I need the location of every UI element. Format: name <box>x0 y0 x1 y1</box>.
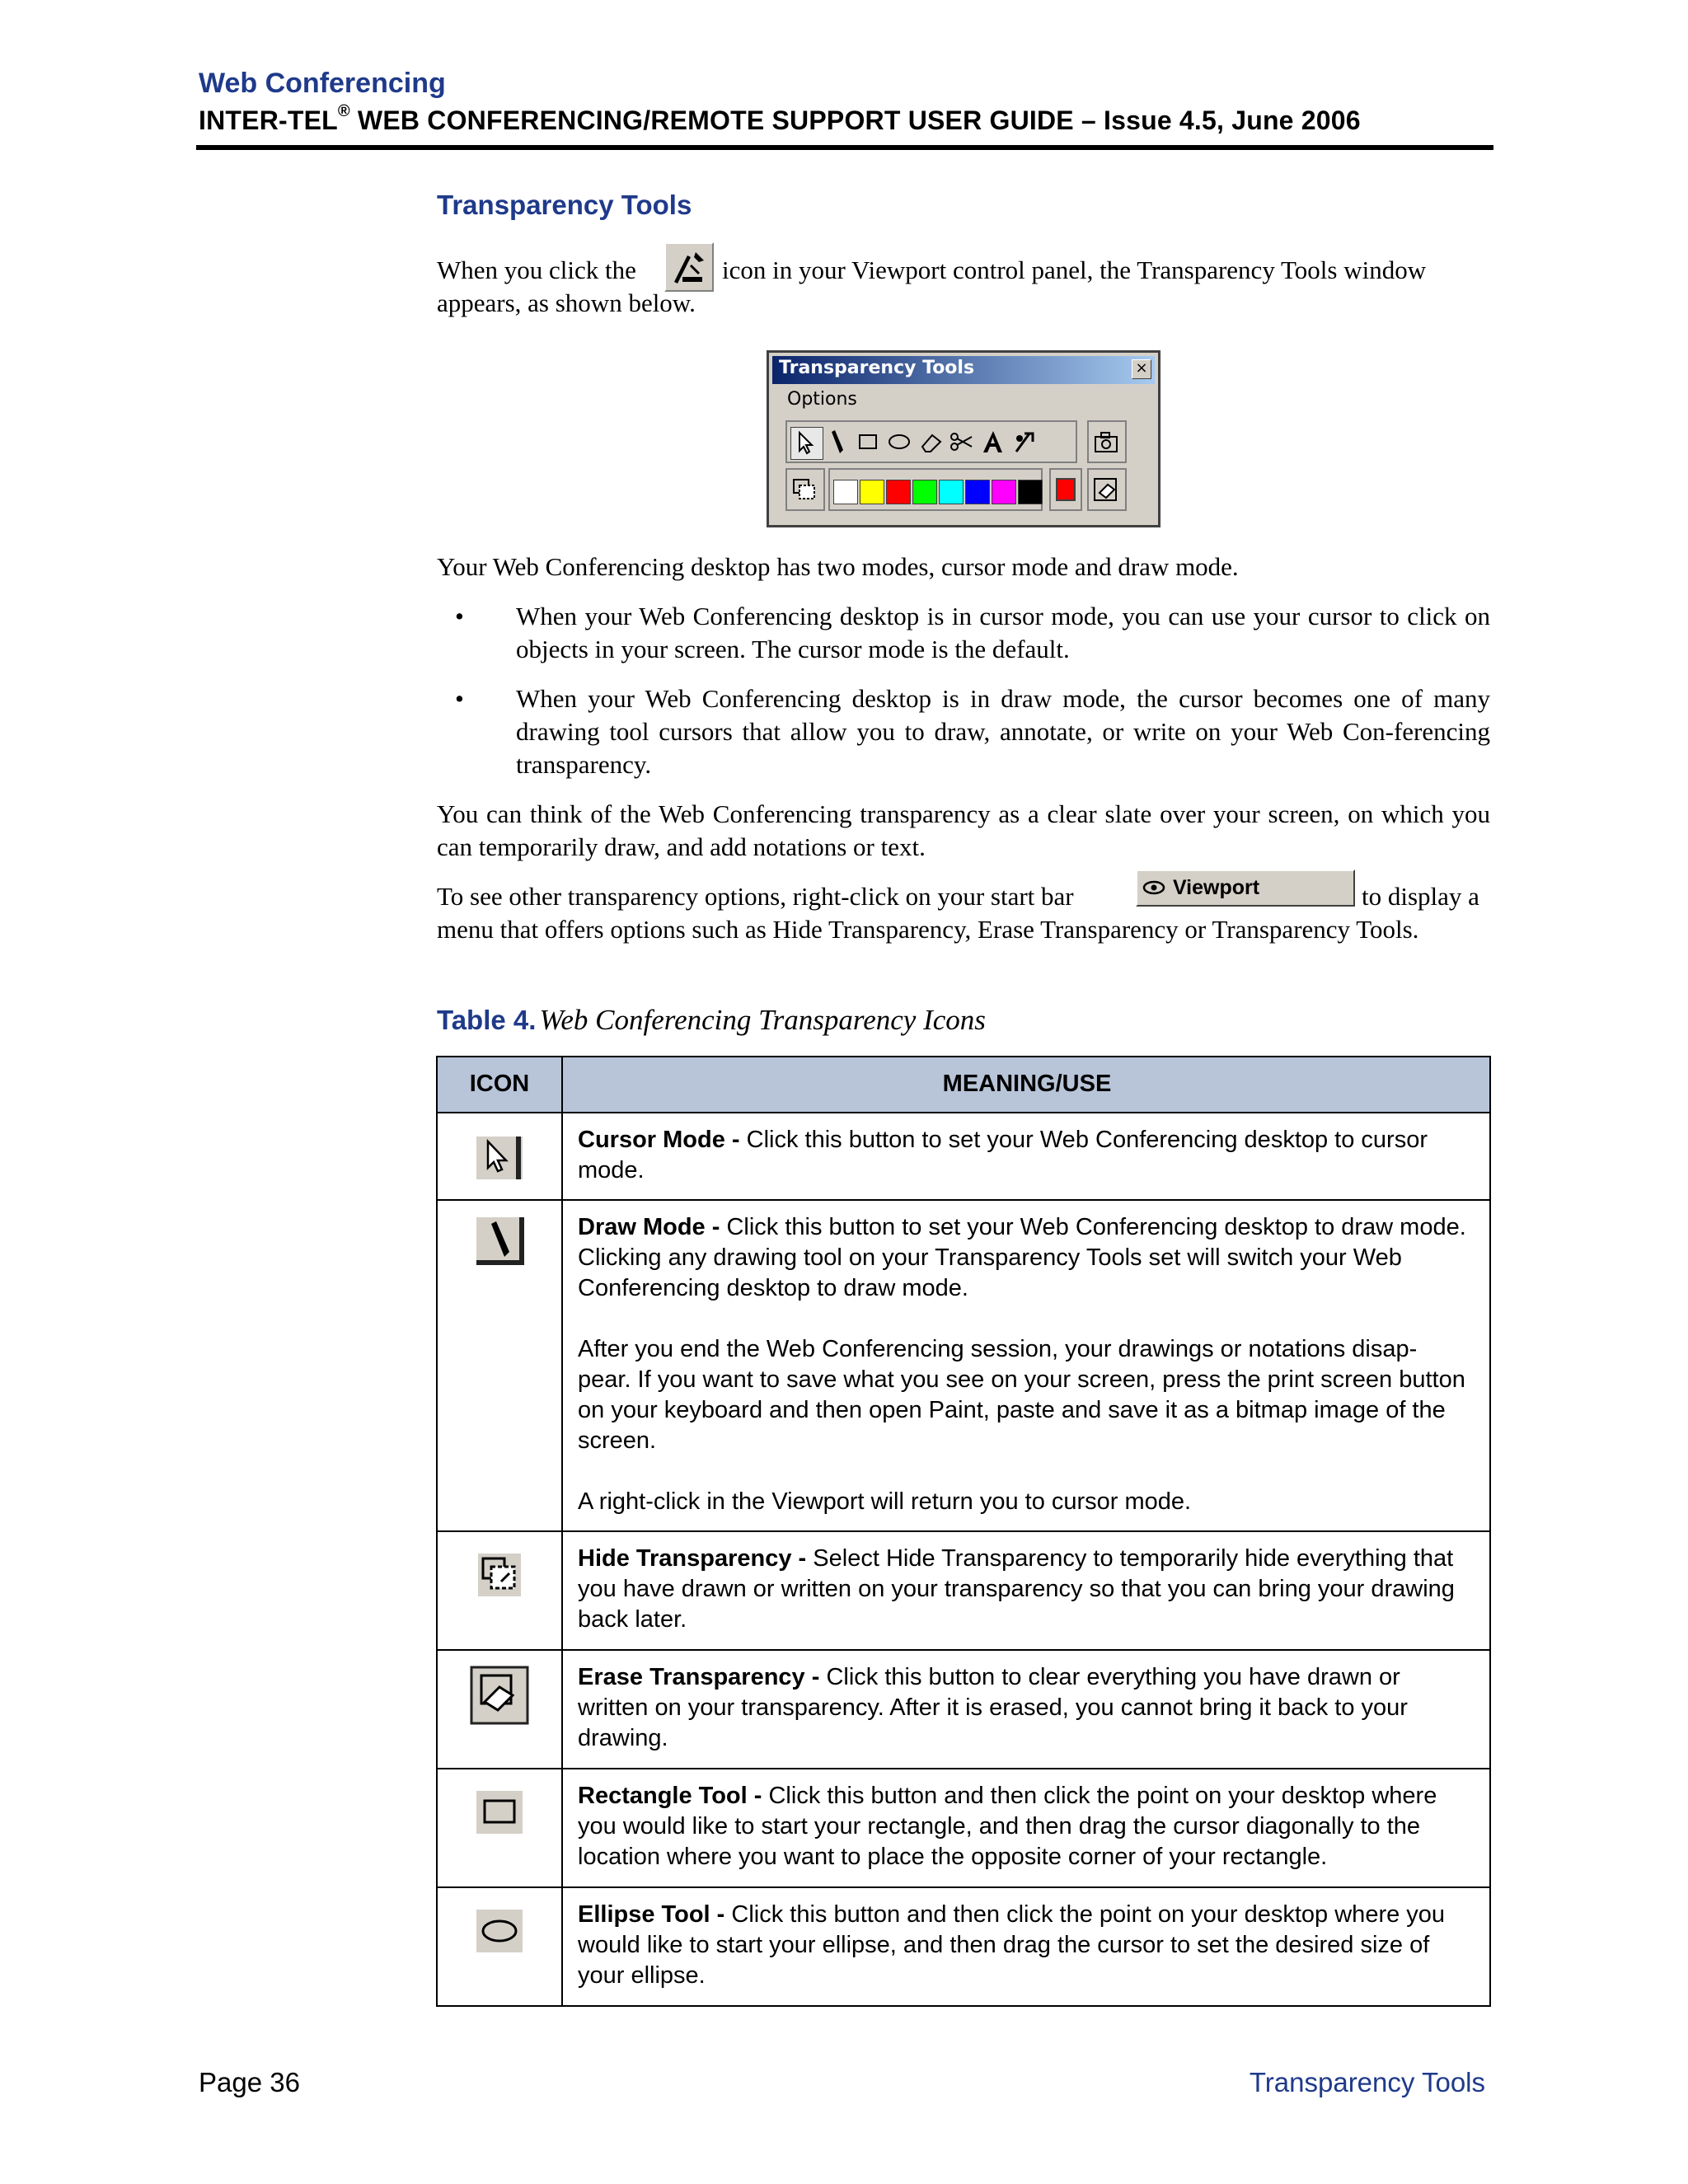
viewport-button-label: Viewport <box>1172 876 1260 899</box>
scissors-tool-button[interactable] <box>947 427 978 458</box>
transparency-tools-icon <box>664 242 714 292</box>
drawing-tools-group <box>785 420 1077 463</box>
icon-cell <box>438 1201 563 1530</box>
camera-tool-button[interactable] <box>1091 427 1123 458</box>
row-text: After you end the Web Conferencing session, your drawings or notations disap-pear. If you want to save what you see on your screen, press the print screen button on your keyboard and then open Paint, paste and save it as a bitmap image of the screen. <box>578 1336 1465 1454</box>
color-swatch[interactable] <box>860 480 884 504</box>
ellipse-tool-icon <box>473 1908 526 1954</box>
table-caption-text: Web Conferencing Transparency Icons <box>539 1004 986 1036</box>
row-description <box>578 1125 1468 1186</box>
row-title: Ellipse Tool - <box>578 1901 725 1928</box>
viewport-start-bar-button <box>1136 869 1355 907</box>
color-swatch[interactable] <box>833 480 858 504</box>
table-row <box>436 1113 1491 1201</box>
intro-after-icon: icon in your Viewport control panel, the Transparency Tools window <box>722 255 1427 284</box>
guide-title-prefix: INTER-TEL <box>199 105 338 135</box>
table-row <box>436 1201 1491 1532</box>
row-title: Rectangle Tool - <box>578 1783 762 1809</box>
draw-mode-icon <box>473 1214 526 1267</box>
header-icon: ICON <box>469 1071 530 1097</box>
close-button[interactable]: × <box>1132 359 1151 379</box>
icon-cell <box>438 1113 563 1199</box>
selected-color-group <box>1049 468 1082 511</box>
row-text: Click this button to clear everything you have drawn or written on your transparency. After it is erased, you cannot bring it back to your drawing. <box>578 1664 1408 1751</box>
bullet-marker: • <box>455 602 464 630</box>
text-tool-button[interactable] <box>978 427 1010 458</box>
transparency-tools-window <box>767 350 1160 527</box>
options-menu[interactable]: Options <box>787 389 857 410</box>
table-header-row <box>436 1056 1491 1113</box>
pointer-tool-button[interactable] <box>1010 427 1041 458</box>
icon-cell <box>438 1651 563 1768</box>
row-title: Cursor Mode - <box>578 1127 740 1153</box>
eraser-tool-button[interactable] <box>916 427 947 458</box>
color-swatch[interactable] <box>965 480 990 504</box>
options-rest: menu that offers options such as Hide Transparency, Erase Transparency or Transparency Tools. <box>437 915 1419 944</box>
section-title: Transparency Tools <box>437 190 692 220</box>
bullet-cursor-mode: When your Web Conferencing desktop is in cursor mode, you can use your cursor to click on objects in your screen. The cursor mode is the default. <box>516 602 1490 663</box>
row-text: Click this button to set your Web Conferencing desktop to draw mode. Clicking any drawing tool on your Transparency Tools set will switch your Web Conferencing desktop to draw mode. <box>578 1214 1466 1301</box>
erase-transparency-button[interactable] <box>1091 475 1123 506</box>
running-header-section: Web Conferencing <box>199 68 446 99</box>
eye-icon <box>1142 876 1173 899</box>
table-caption <box>437 1004 986 1037</box>
row-text: Click this button and then click the point on your desktop where you would like to start your ellipse, and then drag the cursor to set the desired size of your ellipse. <box>578 1901 1446 1989</box>
icon-cell <box>438 1888 563 2005</box>
pencil-tool-button[interactable] <box>822 427 853 458</box>
icon-cell <box>438 1769 563 1886</box>
page-number: Page 36 <box>199 2067 300 2097</box>
table-row <box>436 1532 1491 1651</box>
row-text: Select Hide Transparency to temporarily hide everything that you have drawn or written on your transparency so that you can bring your drawing back later. <box>578 1545 1455 1633</box>
cursor-mode-icon <box>473 1130 526 1183</box>
running-header-guide-title <box>199 102 1361 136</box>
window-title: Transparency Tools <box>779 358 975 378</box>
hide-group <box>785 468 825 511</box>
row-description <box>578 1900 1468 1991</box>
selected-color-indicator[interactable] <box>1056 478 1076 501</box>
cursor-tool-button[interactable] <box>790 427 823 460</box>
row-description <box>578 1781 1468 1872</box>
row-text: Click this button to set your Web Conferencing desktop to cursor mode. <box>578 1127 1428 1183</box>
table-caption-label: Table 4. <box>437 1005 537 1035</box>
row-description <box>578 1212 1468 1517</box>
intro-before-icon: When you click the <box>437 255 636 284</box>
snapshot-group <box>1087 420 1127 463</box>
color-swatch[interactable] <box>992 480 1016 504</box>
row-title: Erase Transparency - <box>578 1664 820 1690</box>
modes-intro: Your Web Conferencing desktop has two modes, cursor mode and draw mode. <box>437 552 1239 581</box>
color-swatch[interactable] <box>886 480 911 504</box>
hide-transparency-button[interactable] <box>790 475 821 506</box>
bullet-draw-mode: When your Web Conferencing desktop is in draw mode, the cursor becomes one of many drawing tool cursors that allow you to draw, annotate, or write on your Web Con-ferencing transparency. <box>516 684 1490 779</box>
color-palette <box>828 468 1043 511</box>
row-description <box>578 1544 1468 1635</box>
footer-section-title: Transparency Tools <box>1249 2067 1485 2097</box>
options-after-button: to display a <box>1362 882 1479 911</box>
row-text: A right-click in the Viewport will return you to cursor mode. <box>578 1488 1192 1515</box>
color-swatch[interactable] <box>1018 480 1043 504</box>
table-row <box>436 1651 1491 1769</box>
erase-transparency-icon <box>470 1666 529 1725</box>
erase-group <box>1087 468 1127 511</box>
table-row <box>436 1769 1491 1888</box>
header-meaning: MEANING/USE <box>942 1071 1112 1097</box>
icon-cell <box>438 1532 563 1649</box>
options-line-1: To see other transparency options, right-click on your start bar <box>437 882 1074 911</box>
row-text: Click this button and then click the point on your desktop where you would like to start your rectangle, and then drag the cursor diagonally to the location where you want to place the opposite corner of your rectangle. <box>578 1783 1437 1870</box>
registered-mark: ® <box>337 102 350 120</box>
row-title: Hide Transparency - <box>578 1545 807 1572</box>
header-rule <box>196 145 1493 150</box>
slate-paragraph: You can think of the Web Conferencing transparency as a clear slate over your screen, on which you can temporarily draw, and add notations or text. <box>437 799 1490 861</box>
row-description <box>578 1662 1468 1754</box>
bullet-marker: • <box>455 684 464 713</box>
rectangle-tool-icon <box>473 1789 526 1835</box>
row-title: Draw Mode - <box>578 1214 720 1240</box>
ellipse-tool-button[interactable] <box>884 427 916 458</box>
color-swatch[interactable] <box>912 480 937 504</box>
rectangle-tool-button[interactable] <box>853 427 884 458</box>
intro-line-2: appears, as shown below. <box>437 288 696 317</box>
hide-transparency-icon <box>473 1549 526 1601</box>
window-titlebar <box>772 356 1155 384</box>
guide-title-rest: WEB CONFERENCING/REMOTE SUPPORT USER GUIDE – Issue 4.5, June 2006 <box>349 105 1361 135</box>
color-swatch[interactable] <box>939 480 964 504</box>
table-row <box>436 1888 1491 2007</box>
